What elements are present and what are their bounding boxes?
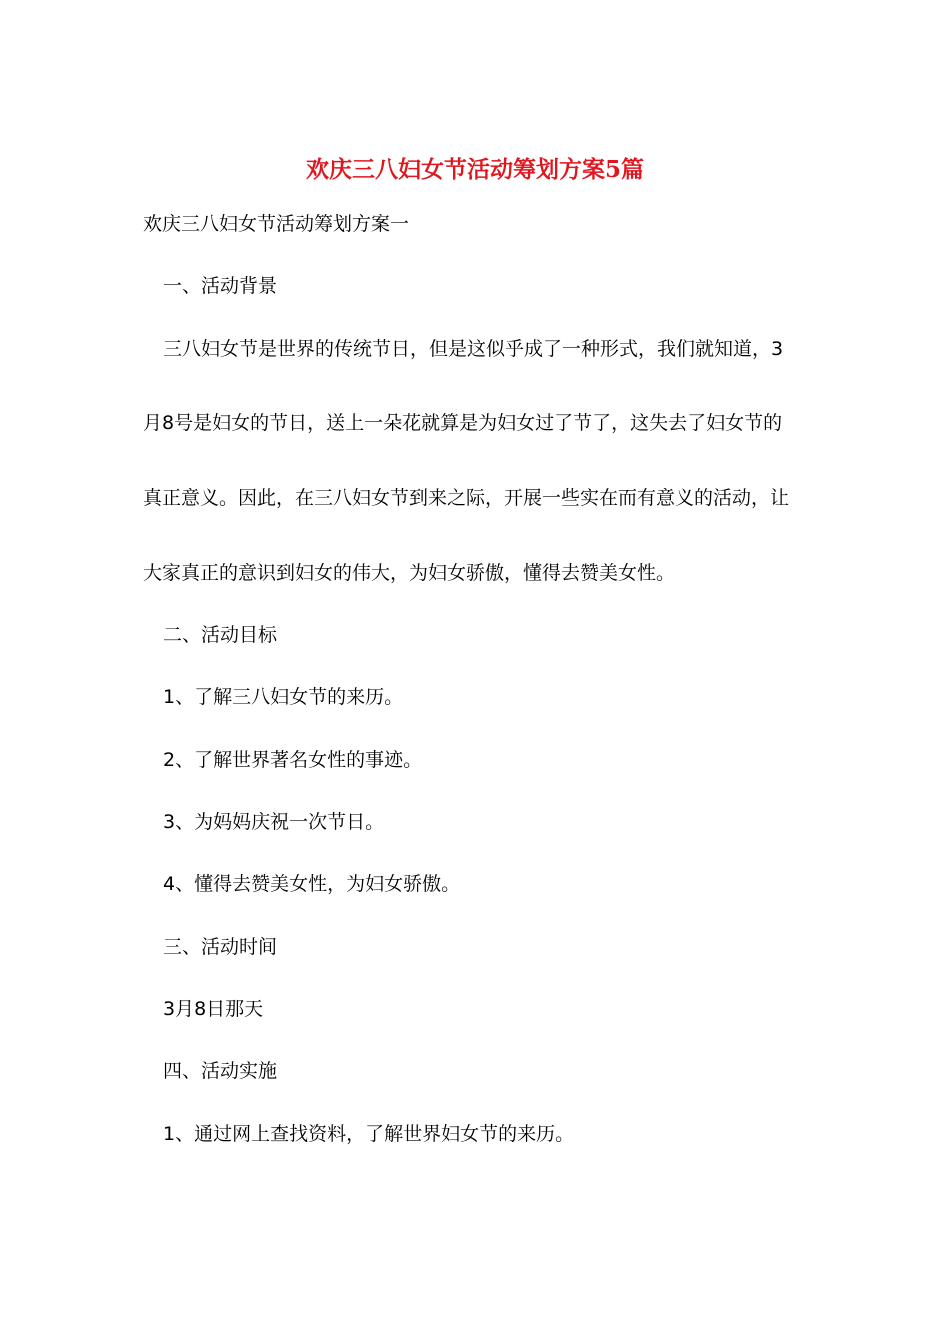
paragraph-line: 大家真正的意识到妇女的伟大，为妇女骄傲，懂得去赞美女性。	[143, 562, 676, 584]
section-heading-background: 一、活动背景	[163, 275, 278, 297]
paragraph-line: 三八妇女节是世界的传统节日，但是这似乎成了一种形式，我们就知道，3	[163, 338, 784, 360]
list-item: 1、通过网上查找资料，了解世界妇女节的来历。	[163, 1123, 575, 1145]
list-item: 1、了解三八妇女节的来历。	[163, 686, 404, 708]
section-heading-implementation: 四、活动实施	[163, 1060, 278, 1082]
list-item: 4、懂得去赞美女性，为妇女骄傲。	[163, 873, 461, 895]
document-title: 欢庆三八妇女节活动筹划方案5篇	[305, 156, 644, 183]
section-heading-goals: 二、活动目标	[163, 624, 278, 646]
paragraph-line: 月8号是妇女的节日，送上一朵花就算是为妇女过了节了，这失去了妇女节的	[143, 412, 783, 434]
activity-date: 3月8日那天	[163, 998, 264, 1020]
list-item: 2、了解世界著名女性的事迹。	[163, 749, 423, 771]
section-heading-time: 三、活动时间	[163, 936, 278, 958]
paragraph-line: 真正意义。因此，在三八妇女节到来之际，开展一些实在而有意义的活动，让	[143, 487, 790, 509]
list-item: 3、为妈妈庆祝一次节日。	[163, 811, 385, 833]
document-subtitle: 欢庆三八妇女节活动筹划方案一	[143, 213, 410, 235]
